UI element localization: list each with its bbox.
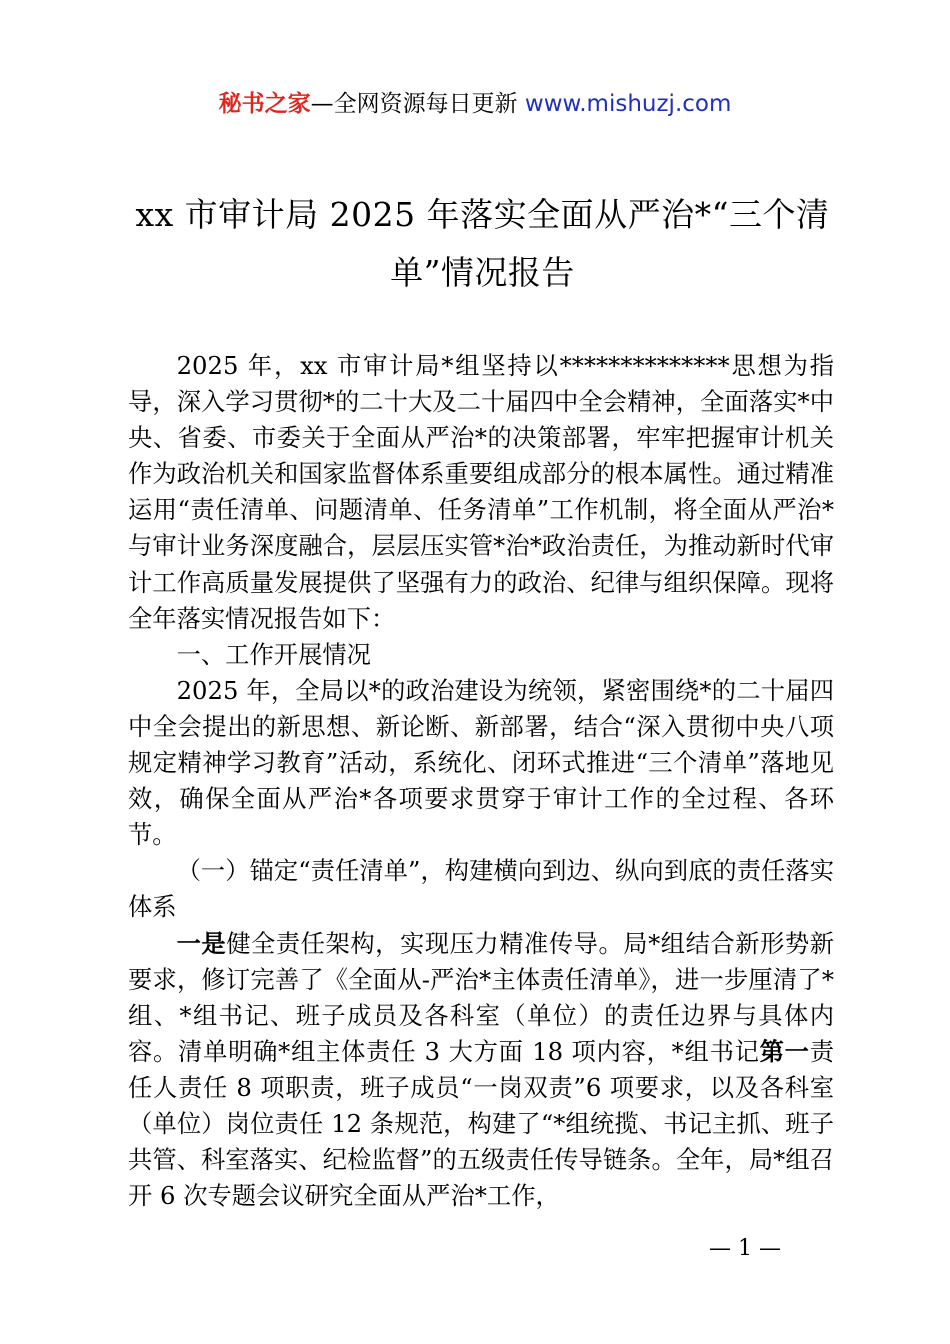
paragraph-overview: 2025 年，全局以*的政治建设为统领，紧密围绕*的二十届四中全会提出的新思想、新论断、新部署，结合“深入贯彻中央八项规定精神学习教育”活动，系统化、闭环式推进“三个清单”落地见效，确保全面从严治*各项要求贯穿于审计工作的全过程、各环节。 (128, 675, 834, 850)
page-number: — 1 — (709, 1236, 781, 1261)
document-body (128, 348, 834, 1214)
paragraph-text-part1: 健全责任架构，实现压力精准传导。局*组结合新形势新要求，修订完善了《全面从-严治*主体责任清单》，进一步厘清了*组、*组书记、班子成员及各科室（单位）的责任边界与具体内容。清单明确*组主体责任 3 大方面 18 项内容，*组书记 (128, 928, 834, 1066)
banner-url[interactable]: www.mishuzj.com (524, 91, 732, 117)
paragraph-text-part2: 责任人责任 8 项职责，班子成员“一岗双责”6 项要求，以及各科室（单位）岗位责任 12 条规范，构建了“*组统揽、书记主抓、班子共管、科室落实、纪检监督”的五级责任传导链条。全年，局*组召开 6 次专题会议研究全面从严治*工作， (128, 1036, 834, 1211)
banner-slogan: —全网资源每日更新 (310, 91, 518, 117)
banner-brand: 秘书之家 (218, 91, 311, 117)
document-title: xx 市审计局 2025 年落实全面从严治*“三个清单”情况报告 (135, 195, 830, 292)
paragraph-responsibility (128, 926, 834, 1215)
site-banner (0, 88, 950, 120)
paragraph-intro: 2025 年，xx 市审计局*组坚持以**************思想为指导，深入学习贯彻*的二十大及二十届四中全会精神，全面落实*中央、省委、市委关于全面从严治*的决策部署，牢牢把握审计机关作为政治机关和国家监督体系重要组成部分的根本属性。通过精准运用“责任清单、问题清单、任务清单”工作机制，将全面从严治*与审计业务深度融合，层层压实管*治*政治责任，为推动新时代审计工作高质量发展提供了坚强有力的政治、纪律与组织保障。现将全年落实情况报告如下： (128, 351, 834, 633)
paragraph-lead: 一是 (176, 928, 227, 958)
paragraph-bold-inline: 第一 (759, 1036, 810, 1066)
subsection-heading-1: （一）锚定“责任清单”，构建横向到边、纵向到底的责任落实体系 (128, 856, 834, 922)
section-heading-1: 一、工作开展情况 (176, 639, 371, 669)
